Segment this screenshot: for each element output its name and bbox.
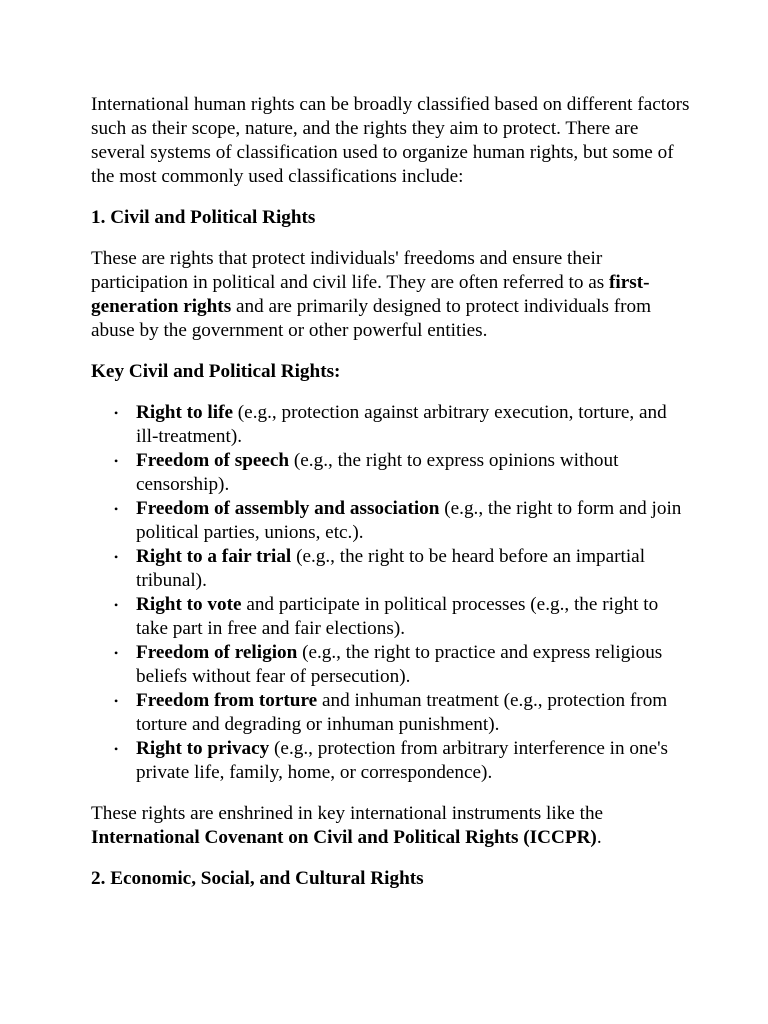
bullet-icon: •: [114, 646, 119, 660]
list-item-term: Right to life: [136, 402, 233, 423]
bullet-icon: •: [114, 406, 119, 420]
list-item-term: Right to vote: [136, 594, 242, 615]
closing-paragraph-end: .: [596, 827, 602, 848]
list-item-term: Freedom of assembly and association: [136, 498, 440, 519]
list-item-term: Freedom of religion: [136, 642, 298, 663]
list-item-description: and participate in political processes (e.g., the right to take part in free and fair elections).: [136, 594, 659, 639]
list-item-description: (e.g., the right to be heard before an impartial tribunal).: [136, 546, 646, 591]
section-2-heading: 2. Economic, Social, and Cultural Rights: [91, 868, 424, 889]
document-page: [91, 93, 691, 908]
intro-paragraph: International human rights can be broadly classified based on different factors such as their scope, nature, and the rights they aim to protect. There are several systems of classification used to organize human rights, but some of the most commonly used classifications include:: [91, 94, 690, 187]
key-rights-subheading: Key Civil and Political Rights:: [91, 361, 341, 382]
list-item: [114, 593, 691, 641]
bullet-icon: •: [114, 550, 119, 564]
list-item: [114, 737, 691, 785]
list-item-term: Freedom of speech: [136, 450, 290, 471]
section-1-heading: 1. Civil and Political Rights: [91, 207, 316, 228]
bullet-icon: •: [114, 694, 119, 708]
first-generation-rights-term: first-generation rights: [91, 272, 650, 317]
section-1-paragraph-start: These are rights that protect individuals' freedoms and ensure their participation in political and civil life. They are often referred to as: [91, 248, 610, 293]
key-rights-list: [91, 401, 691, 785]
bullet-icon: •: [114, 454, 119, 468]
iccpr-term: International Covenant on Civil and Political Rights (ICCPR): [91, 827, 597, 848]
bullet-icon: •: [114, 502, 119, 516]
list-item: [114, 641, 691, 689]
list-item-description: (e.g., protection against arbitrary execution, torture, and ill-treatment).: [136, 402, 667, 447]
list-item: [114, 401, 691, 449]
list-item-description: (e.g., the right to form and join political parties, unions, etc.).: [136, 498, 682, 543]
list-item-term: Freedom from torture: [136, 690, 318, 711]
list-item: [114, 545, 691, 593]
list-item-term: Right to a fair trial: [136, 546, 292, 567]
section-1-paragraph-end: and are primarily designed to protect individuals from abuse by the government or other powerful entities.: [91, 296, 652, 341]
section-1-closing-paragraph: [91, 802, 691, 850]
bullet-icon: •: [114, 598, 119, 612]
list-item: [114, 689, 691, 737]
list-item: [114, 497, 691, 545]
list-item-description: (e.g., the right to express opinions without censorship).: [136, 450, 619, 495]
closing-paragraph-start: These rights are enshrined in key international instruments like the: [91, 803, 604, 824]
list-item-description: (e.g., protection from arbitrary interference in one's private life, family, home, or correspondence).: [136, 738, 669, 783]
section-1-paragraph: [91, 247, 691, 343]
bullet-icon: •: [114, 742, 119, 756]
list-item-term: Right to privacy: [136, 738, 270, 759]
list-item: [114, 449, 691, 497]
list-item-description: (e.g., the right to practice and express religious beliefs without fear of persecution).: [136, 642, 663, 687]
list-item-description: and inhuman treatment (e.g., protection from torture and degrading or inhuman punishment).: [136, 690, 668, 735]
